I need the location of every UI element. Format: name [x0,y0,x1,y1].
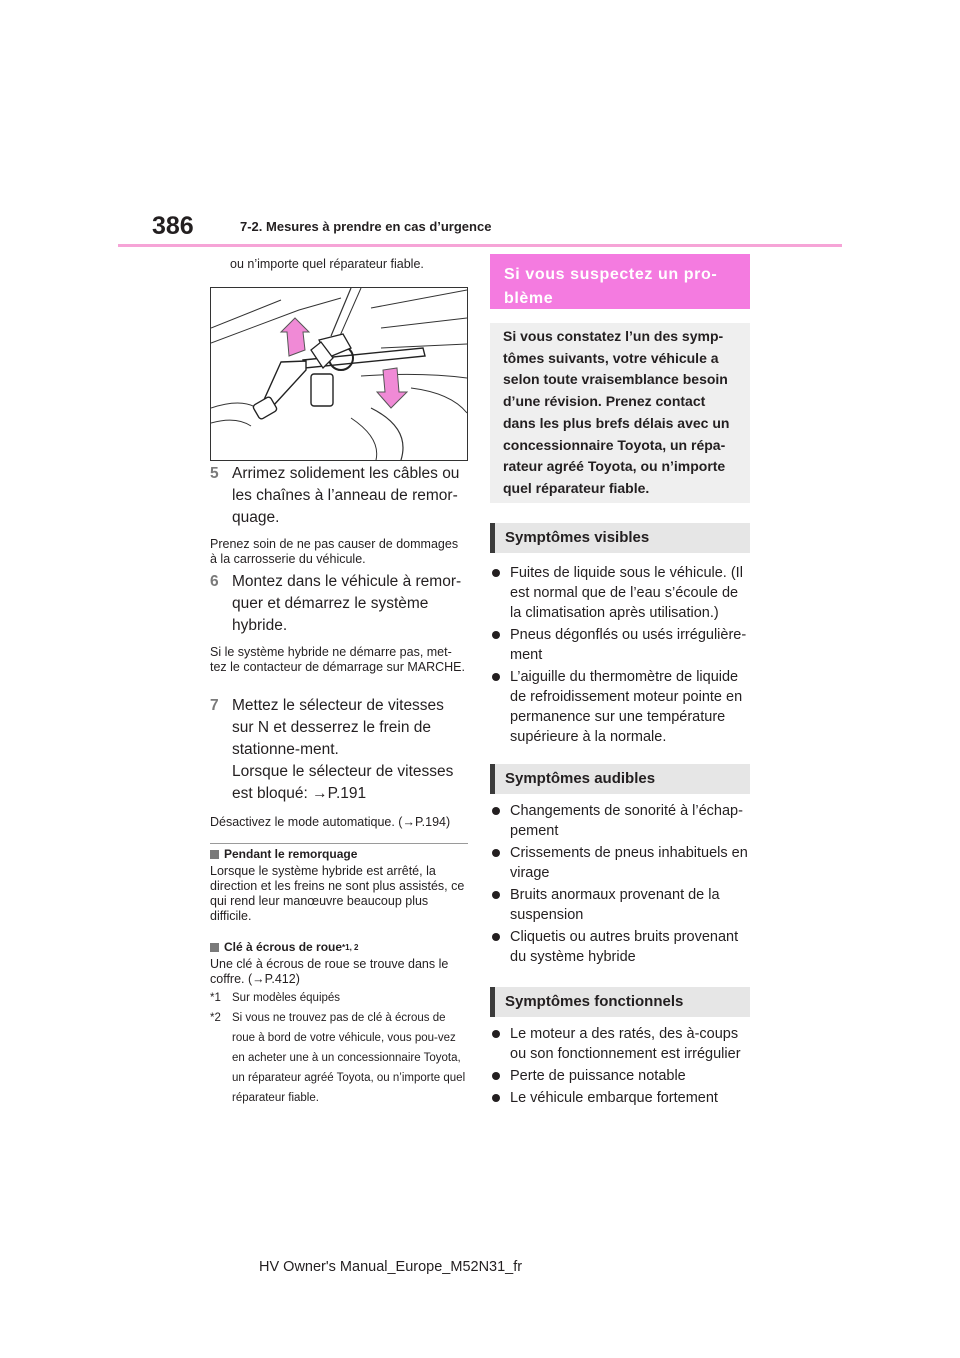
problem-title-box [490,254,750,309]
problem-intro-box [490,323,750,503]
list-item: Cliquetis ou autres bruits provenant du système hybride [490,927,752,967]
page-number: 386 [152,212,194,240]
list-item: Changements de sonorité à l’échap-pement [490,801,752,841]
list-item: Perte de puissance notable [490,1066,752,1086]
step-note: Prenez soin de ne pas causer de dommages à la carrosserie du véhicule. [210,537,459,566]
header-rule [118,244,842,247]
intro-text: ou n’importe quel réparateur fiable. [230,257,424,271]
step-number: 7 [210,697,219,714]
square-bullet-icon [210,850,219,859]
step-number: 6 [210,573,219,590]
bullet-dot-icon [492,631,500,639]
audible-symptoms-list [490,801,752,969]
list-item: Crissements de pneus inhabituels en virage [490,843,752,883]
step-6 [210,571,468,637]
list-item: Bruits anormaux provenant de la suspension [490,885,752,925]
list-item: Fuites de liquide sous le véhicule. (Il est normal que de l’eau s’écoule de la climatisation après utilisation.) [490,563,752,623]
section-title: 7-2. Mesures à prendre en cas d’urgence [240,219,492,234]
towing-text: Lorsque le système hybride est arrêté, la direction et les freins ne sont plus assistés, ce qui rend leur manœuvre beaucoup plus difficile. [210,864,465,923]
problem-title: Si vous suspectez un pro-blème [504,266,718,307]
visible-symptoms-list [490,563,752,749]
bullet-dot-icon [492,1094,500,1102]
wrench-text: Une clé à écrous de roue se trouve dans le coffre. (→P.412) [210,957,449,986]
bullet-dot-icon [492,933,500,941]
towing-heading: Pendant le remorquage [210,847,468,861]
functional-symptoms-heading: Symptômes fonctionnels [490,987,750,1017]
step-number: 5 [210,465,219,482]
tow-hook-wrench-illustration-icon [211,288,467,460]
bullet-dot-icon [492,849,500,857]
bullet-dot-icon [492,673,500,681]
visible-symptoms-heading: Symptômes visibles [490,523,750,553]
problem-intro: Si vous constatez l’un des symp-tômes suivants, votre véhicule a selon toute vraisemblance besoin d’une révision. Prenez contact dans les plus brefs délais avec un concessionnaire Toyota, un répa-rateur agréé Toyota, ou n’importe quel réparateur fiable. [503,328,730,496]
step-7 [210,695,468,761]
step-text: Mettez le sélecteur de vitesses sur N et desserrez le frein de stationne-ment. [232,697,444,758]
step-note: Si le système hybride ne démarre pas, met-tez le contacteur de démarrage sur MARCHE. [210,645,465,674]
step-text: Arrimez solidement les câbles ou les chaînes à l’anneau de remor-quage. [232,465,460,526]
tow-hook-figure [210,287,468,461]
bullet-dot-icon [492,1030,500,1038]
bullet-dot-icon [492,807,500,815]
step-5 [210,463,468,529]
footnote-1: *1 Sur modèles équipés [210,992,341,1004]
bullet-dot-icon [492,1072,500,1080]
footnote-2: *2 Si vous ne trouvez pas de clé à écrous de roue à bord de votre véhicule, vous pou-vez en acheter une à un concessionnaire Toyota, un réparateur agréé Toyota, ou n’importe quel réparateur fiable. [210,1012,466,1104]
list-item: Le moteur a des ratés, des à-coups ou son fonctionnement est irrégulier [490,1024,752,1064]
audible-symptoms-heading: Symptômes audibles [490,764,750,794]
step-extra [210,761,468,805]
list-item: Pneus dégonflés ou usés irrégulière-ment [490,625,752,665]
bullet-dot-icon [492,891,500,899]
step-extra-text: Lorsque le sélecteur de vitesses est bloqué: →P.191 [232,763,454,802]
section-divider [210,843,468,844]
functional-symptoms-list [490,1024,752,1110]
heading-superscript: *1, 2 [342,942,359,952]
step-text: Montez dans le véhicule à remor-quer et démarrez le système hybride. [232,573,462,634]
list-item: L’aiguille du thermomètre de liquide de refroidissement moteur pointe en permanence sur une température supérieure à la normale. [490,667,752,747]
square-bullet-icon [210,943,219,952]
wrench-heading: Clé à écrous de roue *1, 2 [210,940,468,954]
bullet-dot-icon [492,569,500,577]
footer-manual-name: HV Owner's Manual_Europe_M52N31_fr [259,1259,523,1275]
list-item: Le véhicule embarque fortement [490,1088,752,1108]
step-note: Désactivez le mode automatique. (→P.194) [210,815,451,829]
